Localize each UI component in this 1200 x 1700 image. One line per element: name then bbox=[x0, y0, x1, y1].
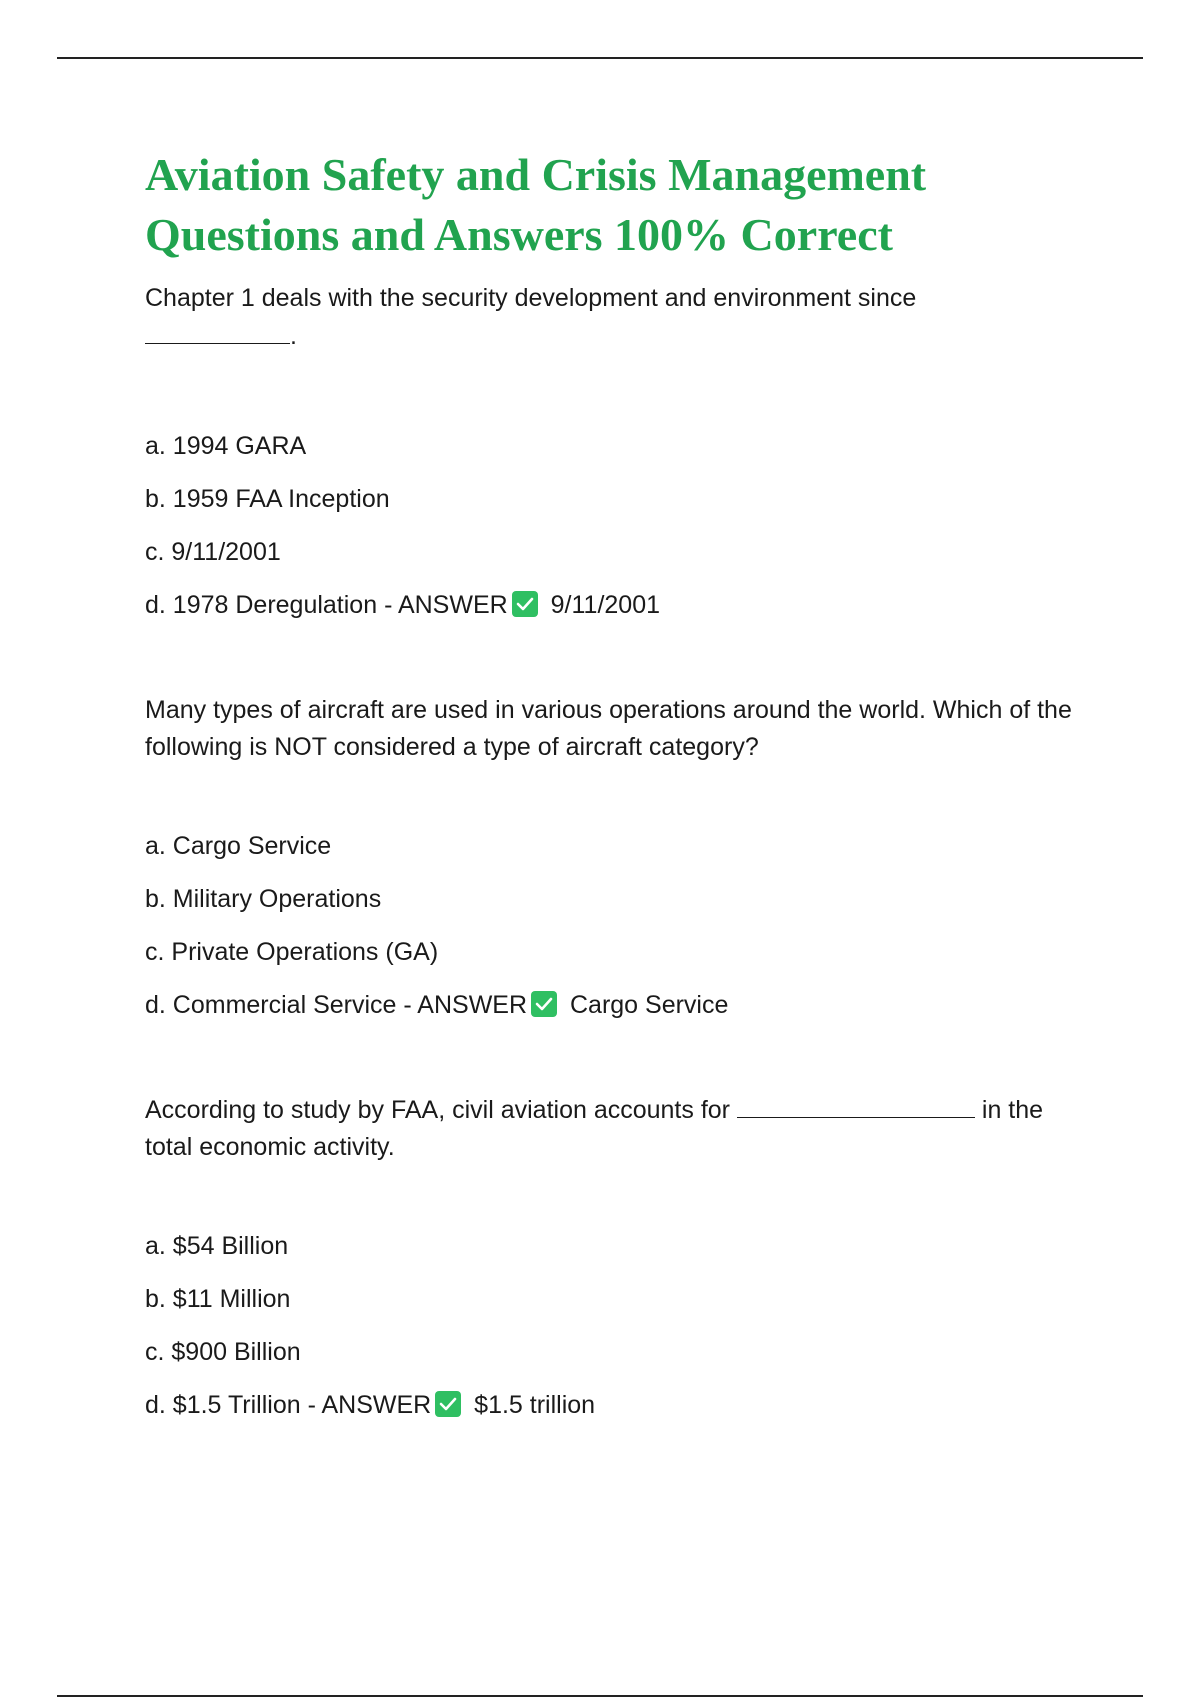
question-1-options bbox=[145, 429, 1075, 622]
option-item: c. Private Operations (GA) bbox=[145, 938, 439, 966]
bottom-divider bbox=[57, 1695, 1143, 1697]
option-item-answer: d. Commercial Service - ANSWER Cargo Service bbox=[145, 991, 729, 1019]
question-block-3 bbox=[145, 1092, 1075, 1422]
document-title bbox=[145, 145, 1075, 265]
option-item: c. 9/11/2001 bbox=[145, 538, 281, 566]
answer-value: $1.5 trillion bbox=[474, 1391, 596, 1419]
title-line-1: Aviation Safety and Crisis Management bbox=[145, 149, 927, 200]
question-3-options bbox=[145, 1229, 1075, 1422]
title-line-2: Questions and Answers 100% Correct bbox=[145, 209, 893, 260]
document-body bbox=[145, 145, 1075, 1422]
option-item: b. 1959 FAA Inception bbox=[145, 485, 390, 513]
option-item: a. Cargo Service bbox=[145, 832, 332, 860]
option-item: b. Military Operations bbox=[145, 885, 382, 913]
check-mark-icon bbox=[435, 1391, 461, 1417]
answer-value: Cargo Service bbox=[569, 991, 729, 1019]
question-block-2 bbox=[145, 692, 1075, 1022]
question-1-text: Chapter 1 deals with the security development and environment since . bbox=[145, 284, 917, 350]
option-item: a. 1994 GARA bbox=[145, 432, 307, 460]
top-divider bbox=[57, 57, 1143, 59]
question-2-text: Many types of aircraft are used in various operations around the world. Which of the following is NOT considered a type of aircraft category? bbox=[145, 696, 1072, 761]
option-item-answer: d. 1978 Deregulation - ANSWER 9/11/2001 bbox=[145, 591, 661, 619]
option-item: a. $54 Billion bbox=[145, 1232, 289, 1260]
answer-blank bbox=[145, 325, 290, 344]
question-2-options bbox=[145, 829, 1075, 1022]
option-item: c. $900 Billion bbox=[145, 1338, 301, 1366]
question-block-1 bbox=[145, 279, 1075, 622]
option-item: b. $11 Million bbox=[145, 1285, 291, 1313]
answer-blank bbox=[737, 1099, 975, 1118]
check-mark-icon bbox=[531, 991, 557, 1017]
option-item-answer: d. $1.5 Trillion - ANSWER $1.5 trillion bbox=[145, 1391, 596, 1419]
question-3-text: According to study by FAA, civil aviation accounts for in the total economic activity. bbox=[145, 1096, 1044, 1161]
answer-value: 9/11/2001 bbox=[550, 591, 661, 619]
check-mark-icon bbox=[512, 591, 538, 617]
